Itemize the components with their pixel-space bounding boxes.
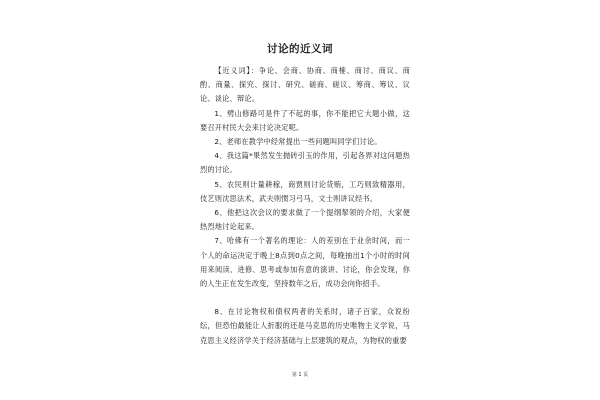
- example-sentence: 5、农民则计量耕稼，商贾则讨论货贿，工巧则致精器用，伎艺则沈思法术，武夫则惯习弓马，文士则讲议经书。: [200, 179, 410, 203]
- example-sentence: 4、我这篇*果然发生抛砖引玉的作用，引起各界对这问题热烈的讨论。: [200, 151, 410, 175]
- page-number: 第 1 页: [291, 372, 309, 378]
- example-sentence: 6、他把这次会议的要求做了一个提纲挈领的介绍，大家便热烈地讨论起来。: [200, 208, 410, 232]
- example-sentence: 2、老师在教学中经常提出一些问题叫同学们讨论。: [214, 137, 382, 147]
- page-title: 讨论的近义词: [267, 43, 333, 55]
- example-sentence: 8、在讨论物权和债权两者的关系时，诸子百家，众说纷纭，但恐怕最能让人折服的还是马克思的历史唯物主义学说，马克思主义经济学关于经济基础与上层建筑的观点，为物权的重要: [200, 307, 410, 345]
- example-sentence: 1、劈山修路可是件了不起的事，你不能把它大题小做，这要召开村民大会来讨论决定呢。: [200, 108, 410, 132]
- example-sentence: 7、哈佛有一个著名的理论：人的差别在于业余时间，而一个人的命运决定于晚上8点到0点之间，每晚抽出1个小时的时间用来阅读、进修、思考或参加有意的演讲、讨论，你会发现，你的人生正在发生改变，坚持数年之后，成功会向你招手。: [200, 236, 410, 289]
- document-body: [200, 64, 410, 348]
- synonyms-paragraph: 【近义词】：争论、会商、协商、商榷、商讨、商议、商酌、商量、探究、探讨、研究、磋商、磋议、筹商、筹议、议论、谈论、辩论。: [200, 66, 410, 104]
